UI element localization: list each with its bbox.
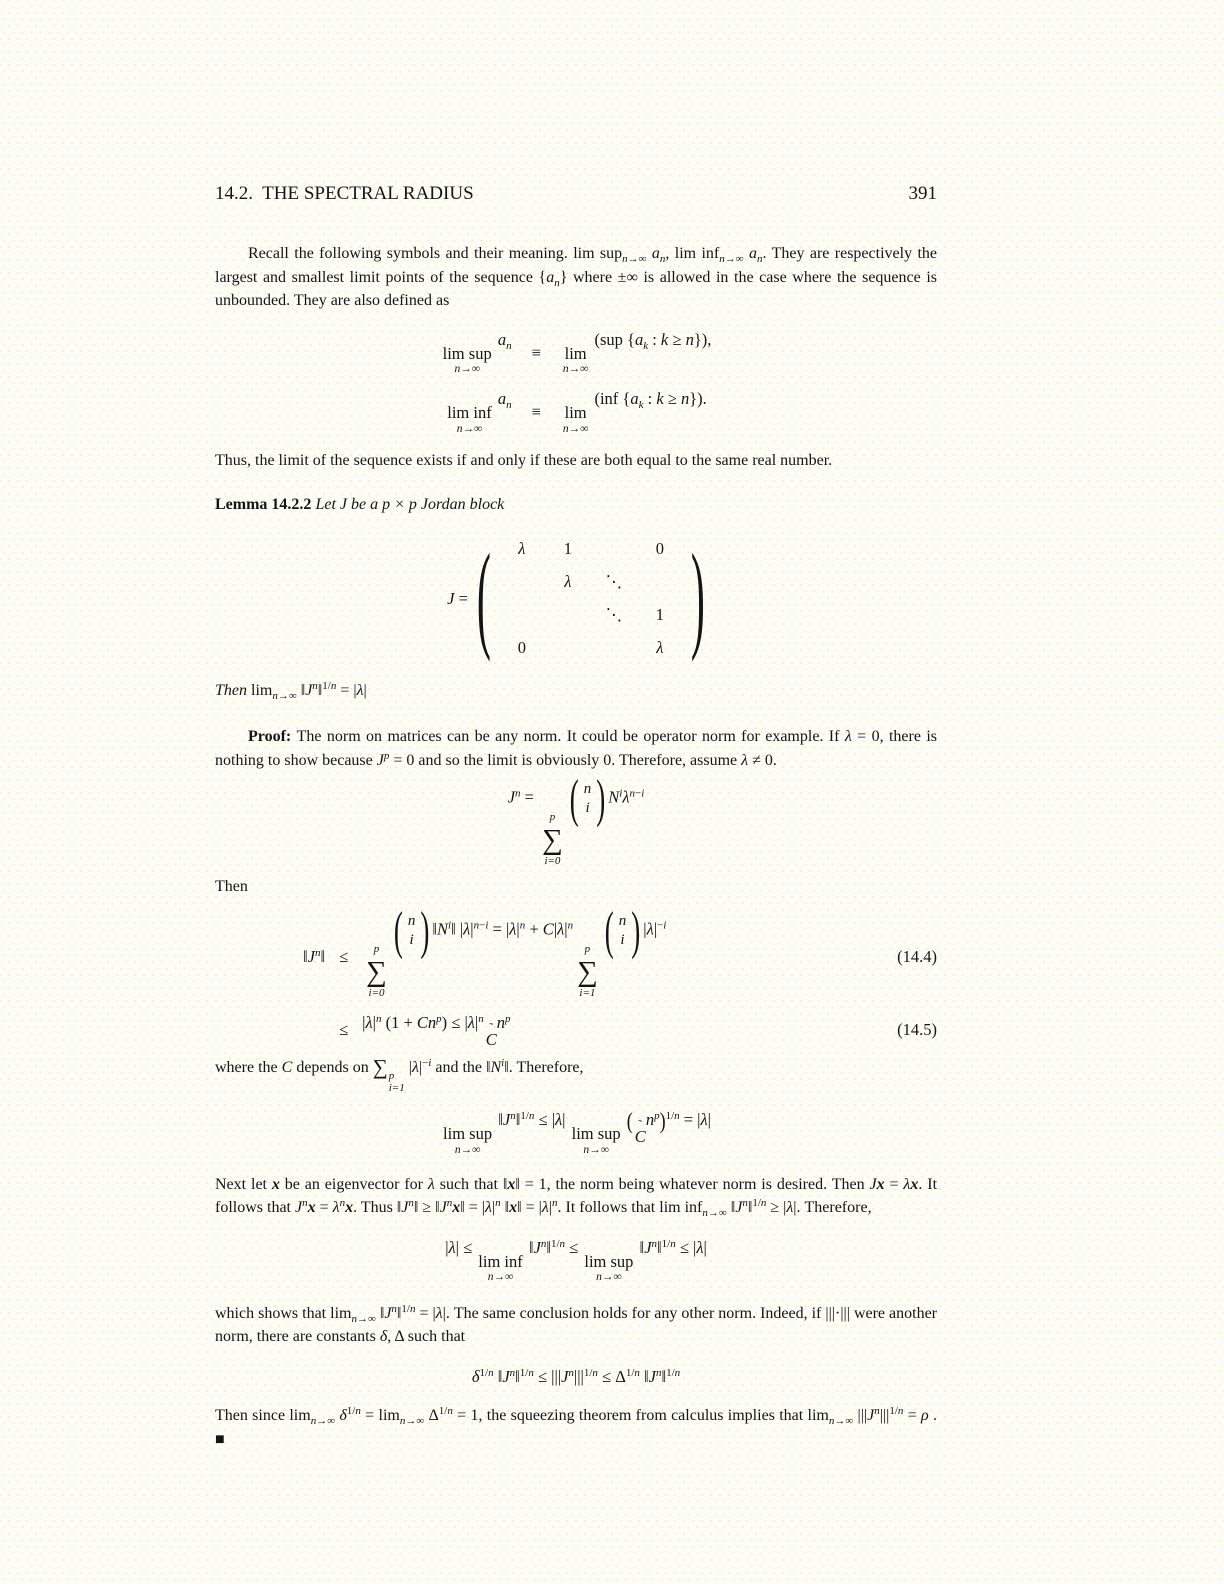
paragraph: Recall the following symbols and their meaning. lim sup$_{n\to\infty}$ $a_n$, lim inf$_{n\to\infty}$ $a_n$. They are respectively the largest and smallest limit points of the sequence $\{a_n\}$ where ±∞ is allowed in the case where the sequence is unbounded. They are also defined as (215, 245, 938, 309)
display-equation: $J^n$ = p ∑ i=0 ( n i ) $N^i\lambda^{n-i}$ (507, 768, 645, 868)
page-content (215, 183, 937, 1451)
paragraph: Lemma 14.2.2 Let J be a p × p Jordan block (215, 496, 505, 514)
display-equation: |λ| ≤ lim inf n→∞ $‖J^n‖^{1/n}$ ≤ lim sup n→∞ $‖J^n‖^{1/n} \le |\lambda|$ (445, 1237, 707, 1284)
equation-array: $‖J^n‖$ ≤ p ∑ i=0 ( n i ) $‖N^i‖$ $|\lambda|^{n-i} = |\lambda|^n + C|\lambda|^n$ p ∑ i=1 ( n i ) $|\lambda|^{-i}$ (14.4) ≤ $|\lambda|^n$ $(1 + Cn^p) \le |\lambda|^n$ ˜ C $n^p$ (14.5) (303, 900, 937, 1049)
display-equation: lim sup n→∞ $‖J^n‖^{1/n} \le |\lambda|$ lim sup n→∞ ( ˜ C $n^p)^{1/n} = |\lambda|$ (443, 1108, 711, 1157)
paragraph: where the C depends on ∑ p i=1 $|\lambda|^{-i}$ and the $‖N^i‖$. Therefore, (215, 1055, 584, 1095)
paragraph: Then (215, 877, 248, 895)
page-number: 391 (908, 183, 937, 204)
equation-number: (14.5) (897, 1020, 937, 1040)
display-equation: $\delta^{1/n}$ $‖J^n‖^{1/n} \le |||J^n|||^{1/n} \le \Delta^{1/n}$ $‖J^n‖^{1/n}$ (471, 1366, 681, 1386)
page-header (215, 183, 937, 205)
paragraph: Then since $\lim_{n\to\infty} \delta^{1/n} = \lim_{n\to\infty} \Delta^{1/n} = 1$, the squeezing theorem from calculus implies that $\lim_{n\to\infty} |||J^n|||^{1/n} = \rho$ . ■ (215, 1405, 938, 1448)
paragraph: Thus, the limit of the sequence exists if and only if these are both equal to the same real number. (215, 451, 833, 469)
paragraph: Proof: The norm on matrices can be any norm. It could be operator norm for example. If λ = 0, there is nothing to show because $J^p = 0$ and so the limit is obviously 0. Therefore, assume λ ≠ 0. (215, 728, 938, 769)
paragraph: Next let x be an eigenvector for λ such that ‖x‖ = 1, the norm being whatever norm is desired. Then Jx = λx. It follows that $J^nx = \lambda^nx$. Thus $‖J^n‖$ ≥ $‖J^nx‖ = |\lambda|^n$ ‖x‖ = $|\lambda|^n$. It follows that lim inf$_{n\to\infty}$ $‖J^n‖^{1/n} \ge |\lambda|$. Therefore, (215, 1175, 938, 1219)
equation-array: lim sup n→∞ $a_n$ ≡ lim n→∞ (sup {$a_k$ : k ≥ n}), lim inf n→∞ $a_n$ ≡ lim n→∞ (inf {$a_k$ : k ≥ n}). (442, 329, 712, 435)
page-body (215, 242, 937, 1451)
paragraph: which shows that $\lim_{n\to\infty}$ $‖J^n‖^{1/n} = |\lambda|$. The same conclusion holds for any other norm. Indeed, if |||·||| were another norm, there are constants δ, Δ such that (215, 1302, 938, 1346)
matrix-equation: J = ( λ 1 0 λ ⋱ ⋱ 1 0 λ ) (447, 533, 705, 665)
section-heading: 14.2. THE SPECTRAL RADIUS (215, 183, 474, 204)
paragraph: Then $\lim_{n\to\infty}$ $‖J^n‖^{1/n} = |\lambda|$ (215, 679, 367, 702)
equation-number: (14.4) (897, 946, 937, 966)
